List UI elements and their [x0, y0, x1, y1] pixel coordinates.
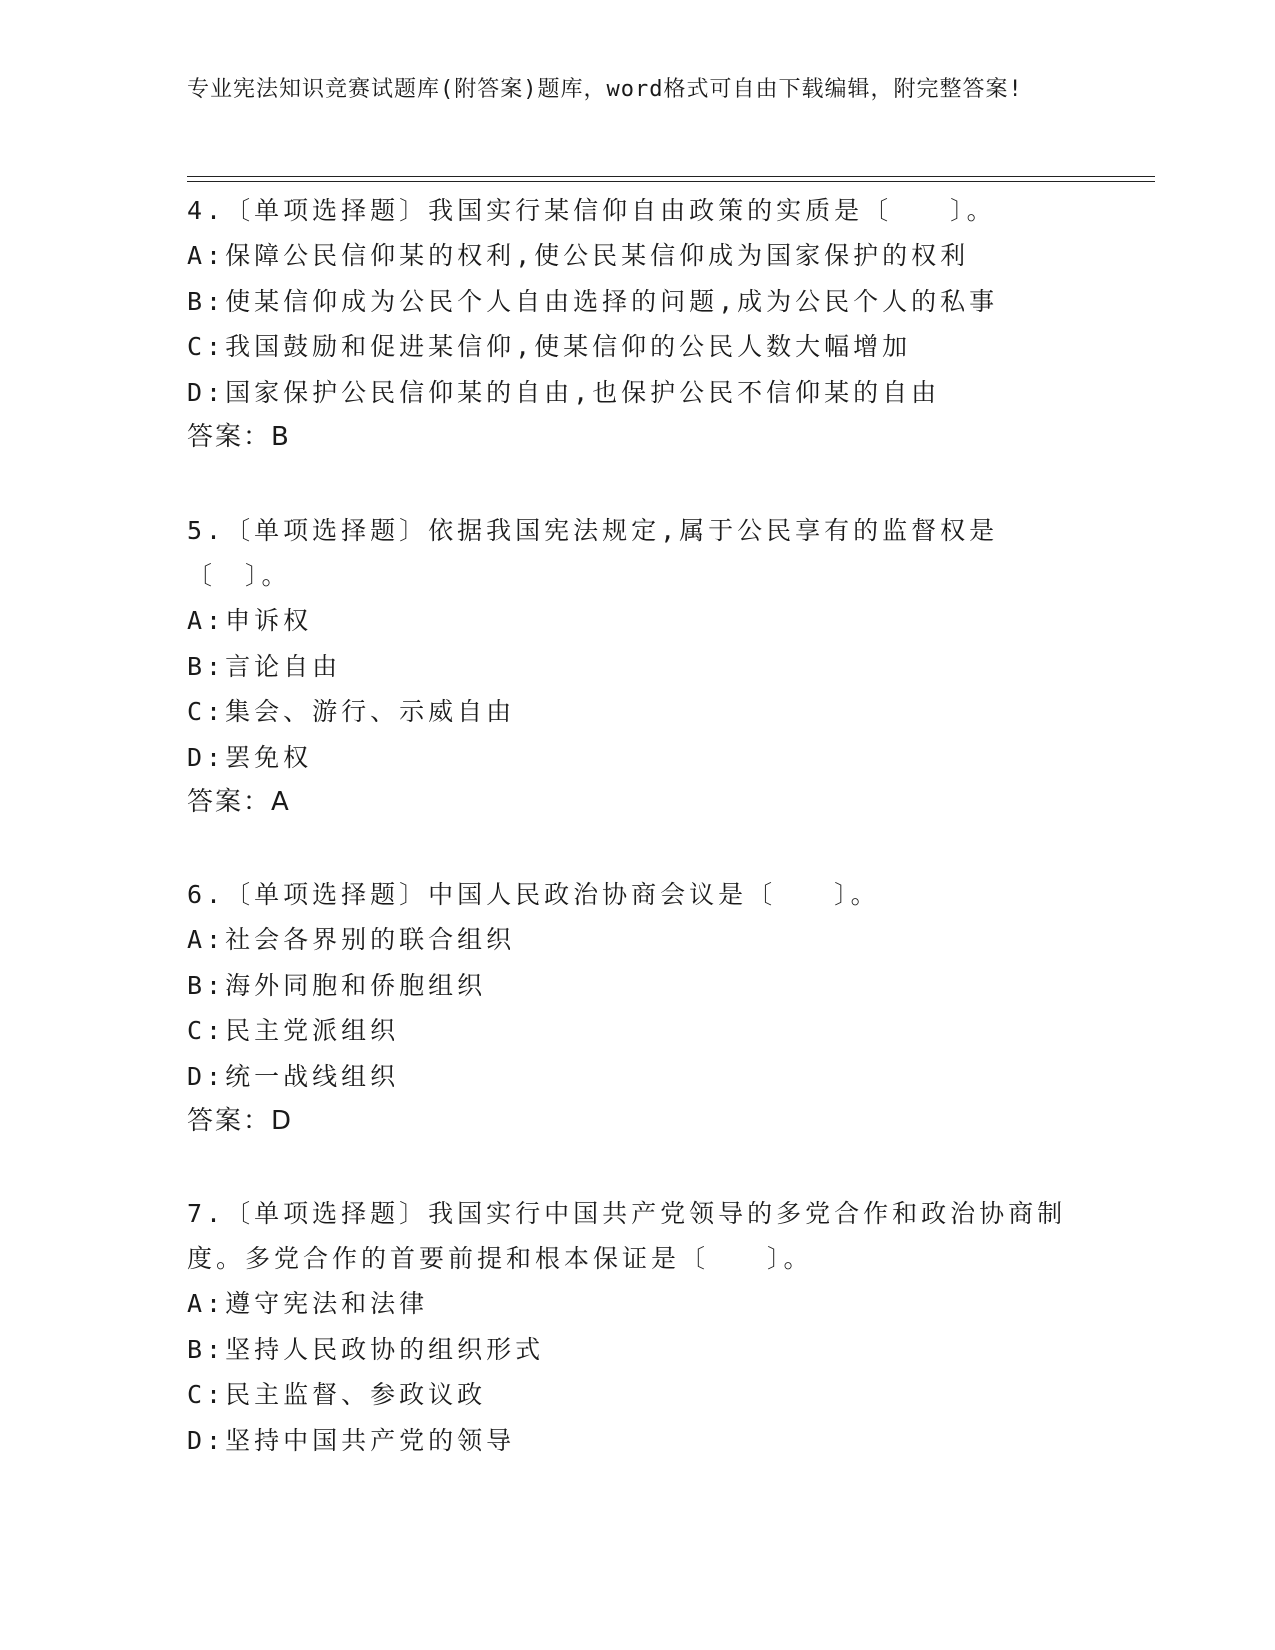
option-c: C:民主监督、参政议政: [187, 1380, 487, 1409]
answer: 答案：B: [187, 422, 291, 452]
option-d: D:统一战线组织: [187, 1061, 400, 1091]
option-b: B:坚持人民政协的组织形式: [187, 1334, 545, 1364]
question-stem: 7.〔单项选择题〕我国实行中国共产党领导的多党合作和政治协商制度。多党合作的首要前提和根本保证是〔 〕。: [187, 1199, 1067, 1273]
answer: 答案：D: [187, 1106, 294, 1136]
question-stem: 6.〔单项选择题〕中国人民政治协商会议是〔 〕。: [187, 880, 880, 909]
question-5: [187, 508, 1087, 825]
option-b: B:海外同胞和侨胞组织: [187, 970, 487, 1000]
option-d: D:国家保护公民信仰某的自由,也保护公民不信仰某的自由: [187, 377, 941, 407]
option-d: D:罢免权: [187, 742, 313, 772]
document-header: [187, 74, 1087, 105]
question-stem: 4.〔单项选择题〕我国实行某信仰自由政策的实质是〔 〕。: [187, 196, 996, 225]
question-stem: 5.〔单项选择题〕依据我国宪法规定,属于公民享有的监督权是〔 〕。: [187, 516, 999, 590]
option-a: A:遵守宪法和法律: [187, 1289, 429, 1318]
header-divider-bottom: [187, 181, 1155, 182]
option-b: B:使某信仰成为公民个人自由选择的问题,成为公民个人的私事: [187, 286, 999, 316]
option-d: D:坚持中国共产党的领导: [187, 1425, 516, 1455]
option-c: C:集会、游行、示威自由: [187, 697, 516, 726]
question-6: [187, 872, 1087, 1144]
option-c: C:民主党派组织: [187, 1016, 400, 1045]
option-c: C:我国鼓励和促进某信仰,使某信仰的公民人数大幅增加: [187, 332, 912, 361]
option-a: A:申诉权: [187, 606, 313, 635]
header-divider-top: [187, 176, 1155, 177]
question-7: [187, 1191, 1087, 1463]
header-title: 专业宪法知识竞赛试题库(附答案)题库，word格式可自由下载编辑，附完整答案!: [187, 77, 1023, 102]
option-a: A:保障公民信仰某的权利,使公民某信仰成为国家保护的权利: [187, 241, 970, 270]
answer: 答案：A: [187, 787, 291, 817]
question-4: [187, 188, 1087, 460]
option-b: B:言论自由: [187, 651, 342, 681]
option-a: A:社会各界别的联合组织: [187, 925, 516, 954]
